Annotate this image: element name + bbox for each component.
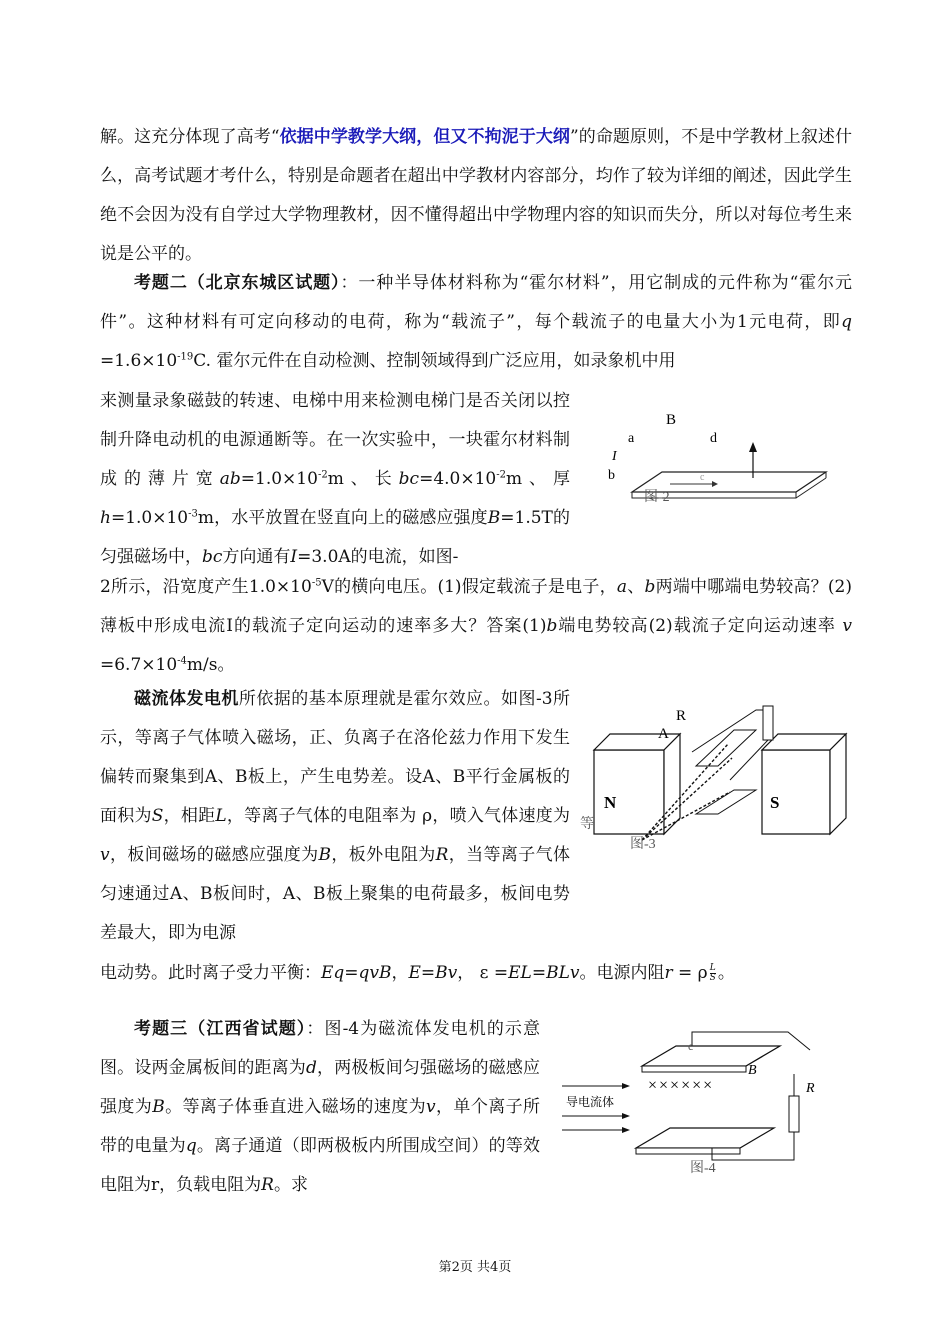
var: B <box>487 508 501 528</box>
top-plate-edge <box>642 1066 746 1072</box>
text: m、厚 <box>505 469 571 489</box>
figure-2 <box>600 402 840 512</box>
fig3-label-N: N <box>604 793 617 812</box>
magnet-N-side <box>664 734 680 834</box>
plate-edge <box>796 478 826 498</box>
fig3-label-A: A <box>658 726 669 742</box>
var: S <box>151 806 164 826</box>
text: m，水平放置在竖直向上的磁感应强度 <box>197 508 488 528</box>
text: C. 霍尔元件在自动检测、控制领域得到广泛应用，如录象机中用 <box>193 351 676 371</box>
var: v <box>100 845 110 865</box>
text: 两端中哪端电势较高？(2)薄板中形成电流I的载流子定向运动的速率多大？答案(1) <box>100 577 852 636</box>
text: 。离子通道（即两极板内所围成空间）的等效电阻为r，负载电阻为 <box>100 1136 541 1195</box>
fig4-label-B: B <box>748 1063 757 1078</box>
var: B <box>152 1097 165 1117</box>
text: =3.0A的电流，如图- <box>297 547 459 567</box>
plate-edge <box>796 472 826 492</box>
text: = ρ <box>672 963 708 983</box>
paragraph-intro <box>100 118 852 274</box>
text: V的横向电压。(1)假定载流子是电子， <box>321 577 617 597</box>
var: I <box>290 547 298 567</box>
var: q <box>841 312 852 332</box>
text: =1.6×10 <box>100 351 178 371</box>
text: 。等离子体垂直进入磁场的速度为 <box>164 1097 427 1117</box>
resistor-R <box>789 1096 799 1132</box>
text: ， <box>391 963 409 983</box>
text: 所依据的基本原理就是霍尔效应。如图-3所示，等离子气体喷入磁场，正、负离子在洛伦兹力作用下发生偏转而聚集到A、B板上，产生电势差。设A、B平行金属板的面积为 <box>100 689 570 826</box>
var: r <box>664 963 673 983</box>
fraction <box>710 964 716 983</box>
fig2-label-a: a <box>628 431 635 446</box>
equation: Eq=qvB <box>321 963 392 983</box>
text: ， ε = <box>457 963 509 983</box>
exp: -5 <box>311 577 322 589</box>
text: =6.7×10 <box>100 655 178 675</box>
question-two-label: 考题二（北京东城区试题） <box>134 273 341 293</box>
page-footer: 第2页 共4页 <box>438 1260 512 1275</box>
var: d <box>305 1058 317 1078</box>
text: ，相距 <box>163 806 216 826</box>
text: ，单个离子所带的电量为 <box>100 1097 541 1156</box>
text: 、 <box>627 577 645 597</box>
question-two <box>100 264 852 381</box>
magnet-S <box>762 750 830 834</box>
exp: -3 <box>188 508 198 520</box>
arrow-up-icon <box>749 442 757 452</box>
mhd-formula-line <box>100 954 852 993</box>
fig4-label-c: c <box>688 1039 694 1053</box>
exp: -4 <box>177 655 187 667</box>
mhd-label: 磁流体发电机 <box>134 689 239 709</box>
exp: -19 <box>177 351 194 363</box>
text: =4.0×10 <box>419 469 497 489</box>
text: 端电势较高(2)载流子定向运动速率 <box>557 616 843 636</box>
text: 方向通有 <box>222 547 291 567</box>
fig2-label-B: B <box>666 412 677 428</box>
var: L <box>215 806 227 826</box>
hall-plate <box>632 472 826 492</box>
question-two-end <box>100 568 852 685</box>
text: =1.5T的匀强磁场中， <box>100 508 570 567</box>
fig3-caption: 图-3 <box>630 837 656 852</box>
var: h <box>100 508 111 528</box>
fig3-label-S: S <box>770 793 780 812</box>
question-three-label: 考题三（江西省试题） <box>134 1019 307 1039</box>
fig4-field-crosses: ×××××× <box>648 1077 715 1094</box>
var: R <box>261 1175 274 1195</box>
fig3-label-R: R <box>676 708 687 724</box>
text: =1.0×10 <box>240 469 318 489</box>
text: ，板外电阻为 <box>330 845 436 865</box>
arrow-right-icon <box>622 1083 630 1089</box>
question-three <box>100 1010 540 1205</box>
text: ，板间磁场的磁感应强度为 <box>109 845 319 865</box>
fig4-caption: 图-4 <box>690 1161 716 1176</box>
arrow-right-icon <box>622 1113 630 1119</box>
var: bc <box>398 469 420 489</box>
text: m、长 <box>327 469 399 489</box>
text: 。电源内阻 <box>579 963 665 983</box>
arrow-head-icon <box>712 481 718 487</box>
text: ，两极板间匀强磁场的磁感应强度为 <box>100 1058 541 1117</box>
text: 来测量录象磁鼓的转速、电梯中用来检测电梯门是否关闭以控制升降电动机的电源通断等。在一次实验中，一块霍尔材料制成的薄片宽 <box>100 391 570 489</box>
text: ，当等离子气体匀速通过A、B板间时，A、B板上聚集的电荷最多，板间电势差最大，即为电源 <box>100 845 571 943</box>
fig2-label-I: I <box>612 449 617 464</box>
var: b <box>644 577 656 597</box>
mhd-paragraph <box>100 680 570 953</box>
var: b <box>546 616 558 636</box>
text: m/s。 <box>186 655 235 675</box>
var: v <box>842 616 853 636</box>
magnet-S-side <box>830 734 846 834</box>
fig2-label-c: c <box>700 472 705 483</box>
var: v <box>426 1097 436 1117</box>
text: ：图-4为磁流体发电机的示意图。设两金属板间的距离为 <box>100 1019 541 1078</box>
text: 电动势。此时离子受力平衡： <box>100 963 321 983</box>
text: ，等离子气体的电阻率为 ρ，喷入气体速度为 <box>226 806 571 826</box>
var: R <box>435 845 449 865</box>
top-plate <box>642 1046 780 1066</box>
question-two-cont <box>100 382 570 577</box>
bottom-plate-edge <box>636 1148 740 1154</box>
text: 。 <box>717 963 735 983</box>
var: a <box>616 577 627 597</box>
text: 解。这充分体现了高考“ <box>100 127 280 147</box>
text: ：一种半导体材料称为“霍尔材料”，用它制成的元件称为“霍尔元件”。这种材料有可定向移动的电荷，称为“载流子”，每个载流子的电量大小为1元电荷，即 <box>100 273 852 332</box>
exp: -2 <box>317 469 328 481</box>
magnet-N <box>594 750 664 834</box>
var: ab <box>219 469 241 489</box>
equation: E=Bv <box>408 963 458 983</box>
text: =1.0×10 <box>110 508 189 528</box>
denominator: S <box>709 973 716 983</box>
equation: EL=BLv <box>508 963 580 983</box>
bottom-plate <box>636 1128 774 1148</box>
fig4-label-flow: 导电流体 <box>566 1095 615 1109</box>
var: bc <box>202 547 223 567</box>
fig4-label-R: R <box>806 1081 815 1096</box>
resistor-R <box>763 706 773 740</box>
numerator: L <box>709 963 716 973</box>
var: B <box>318 845 331 865</box>
fig2-label-b: b <box>608 468 615 483</box>
figure-4 <box>562 1026 832 1176</box>
text: 。求 <box>273 1175 308 1195</box>
fig2-label-d: d <box>710 431 717 446</box>
var: q <box>185 1136 197 1156</box>
text: ”的命题原则，不是中学教材上叙述什么，高考试题才考什么，特别是命题者在超出中学教材内容部分，均作了较为详细的阐述，因此学生绝不会因为没有自学过大学物理教材，因不懂得超出中学物理内容的知识而失分，所以对每位考生来说是公平的。 <box>100 127 852 264</box>
arrow-right-icon <box>622 1127 630 1133</box>
figure-3 <box>580 700 850 860</box>
text: 2所示，沿宽度产生1.0×10 <box>100 577 312 597</box>
exp: -2 <box>496 469 506 481</box>
highlight-text: 依据中学教学大纲，但又不拘泥于大纲 <box>279 127 570 147</box>
fig2-caption: 图-2 <box>644 490 670 505</box>
fig3-label-left: 等 <box>580 817 594 832</box>
plate-A <box>696 730 756 766</box>
